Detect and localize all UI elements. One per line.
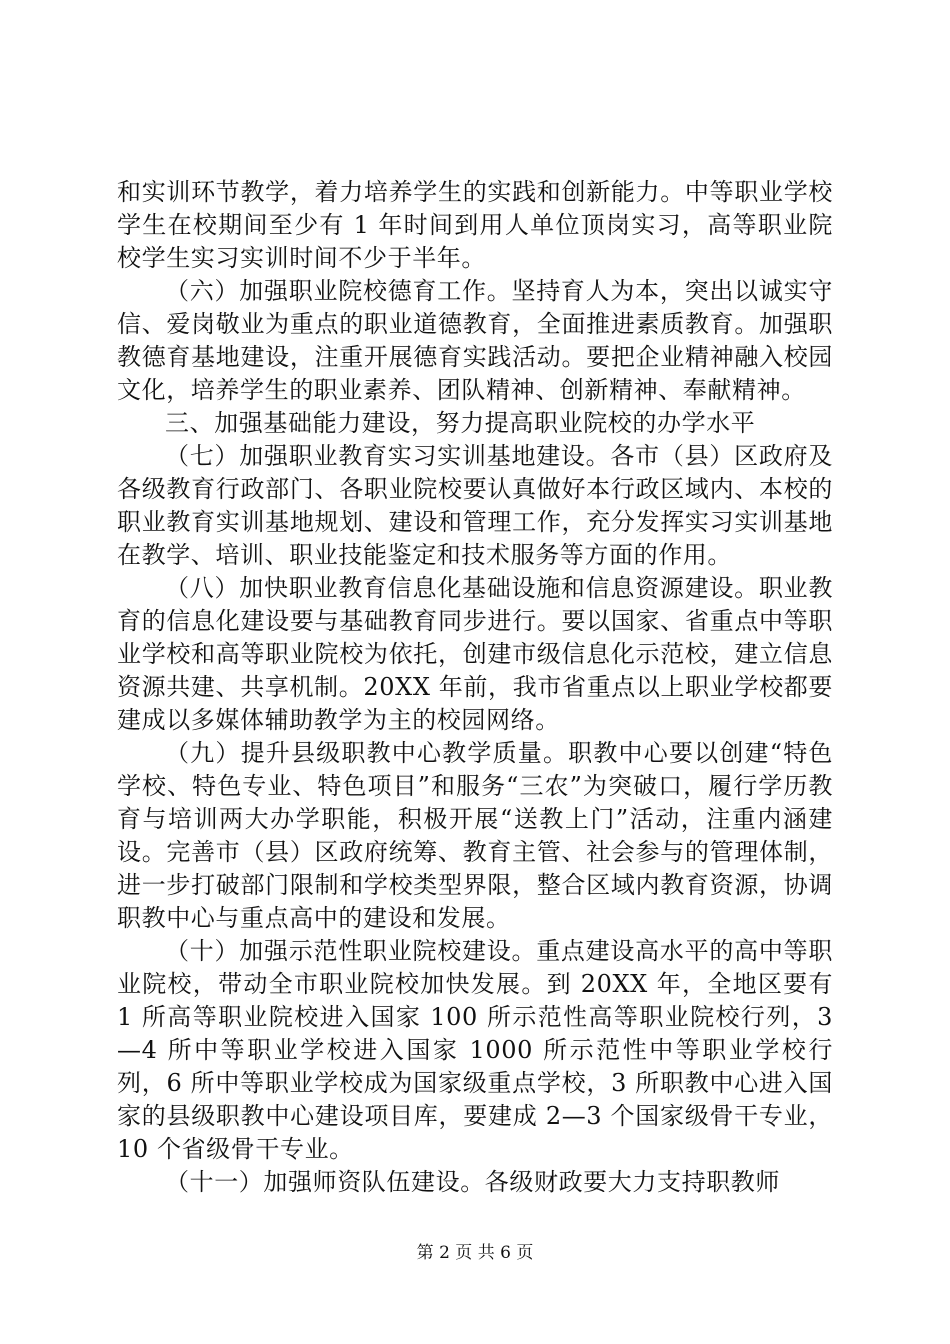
paragraph-continuation: 和实训环节教学，着力培养学生的实践和创新能力。中等职业学校学生在校期间至少有 1 年时间到用人单位顶岗实习，高等职业院校学生实习实训时间不少于半年。 [117, 178, 833, 272]
document-body [117, 176, 833, 1199]
page-number-footer: 第 2 页 共 6 页 [416, 1243, 534, 1263]
paragraph-9-county-center: （九）提升县级职教中心教学质量。职教中心要以创建“特色学校、特色专业、特色项目”和服务“三农”为突破口，履行学历教育与培训两大办学职能，积极开展“送教上门”活动，注重内涵建设。完善市（县）区政府统筹、教育主管、社会参与的管理体制，进一步打破部门限制和学校类型界限，整合区域内教育资源，协调职教中心与重点高中的建设和发展。 [117, 739, 833, 932]
paragraph-6-moral-education: （六）加强职业院校德育工作。坚持育人为本，突出以诚实守信、爱岗敬业为重点的职业道德教育，全面推进素质教育。加强职教德育基地建设，注重开展德育实践活动。要把企业精神融入校园文化，培养学生的职业素养、团队精神、创新精神、奉献精神。 [117, 277, 833, 404]
paragraph-11-teachers: （十一）加强师资队伍建设。各级财政要大力支持职教师 [165, 1168, 780, 1196]
paragraph-10-demonstration: （十）加强示范性职业院校建设。重点建设高水平的高中等职业院校，带动全市职业院校加快发展。到 20XX 年，全地区要有 1 所高等职业院校进入国家 100 所示范性高等职业院校行列，3—4 所中等职业学校进入国家 1000 所示范性中等职业学校行列，6 所中等职业学校成为国家级重点学校，3 所职教中心进入国家的县级职教中心建设项目库，要建成 2—3 个国家级骨干专业，10 个省级骨干专业。 [117, 937, 833, 1163]
paragraph-8-informatization: （八）加快职业教育信息化基础设施和信息资源建设。职业教育的信息化建设要与基础教育同步进行。要以国家、省重点中等职业学校和高等职业院校为依托，创建市级信息化示范校，建立信息资源共建、共享机制。20XX 年前，我市省重点以上职业学校都要建成以多媒体辅助教学为主的校园网络。 [117, 574, 833, 734]
section-heading-3: 三、加强基础能力建设，努力提高职业院校的办学水平 [165, 409, 756, 437]
paragraph-7-training-base: （七）加强职业教育实习实训基地建设。各市（县）区政府及各级教育行政部门、各职业院校要认真做好本行政区域内、本校的职业教育实训基地规划、建设和管理工作，充分发挥实习实训基地在教学、培训、职业技能鉴定和技术服务等方面的作用。 [117, 442, 833, 569]
